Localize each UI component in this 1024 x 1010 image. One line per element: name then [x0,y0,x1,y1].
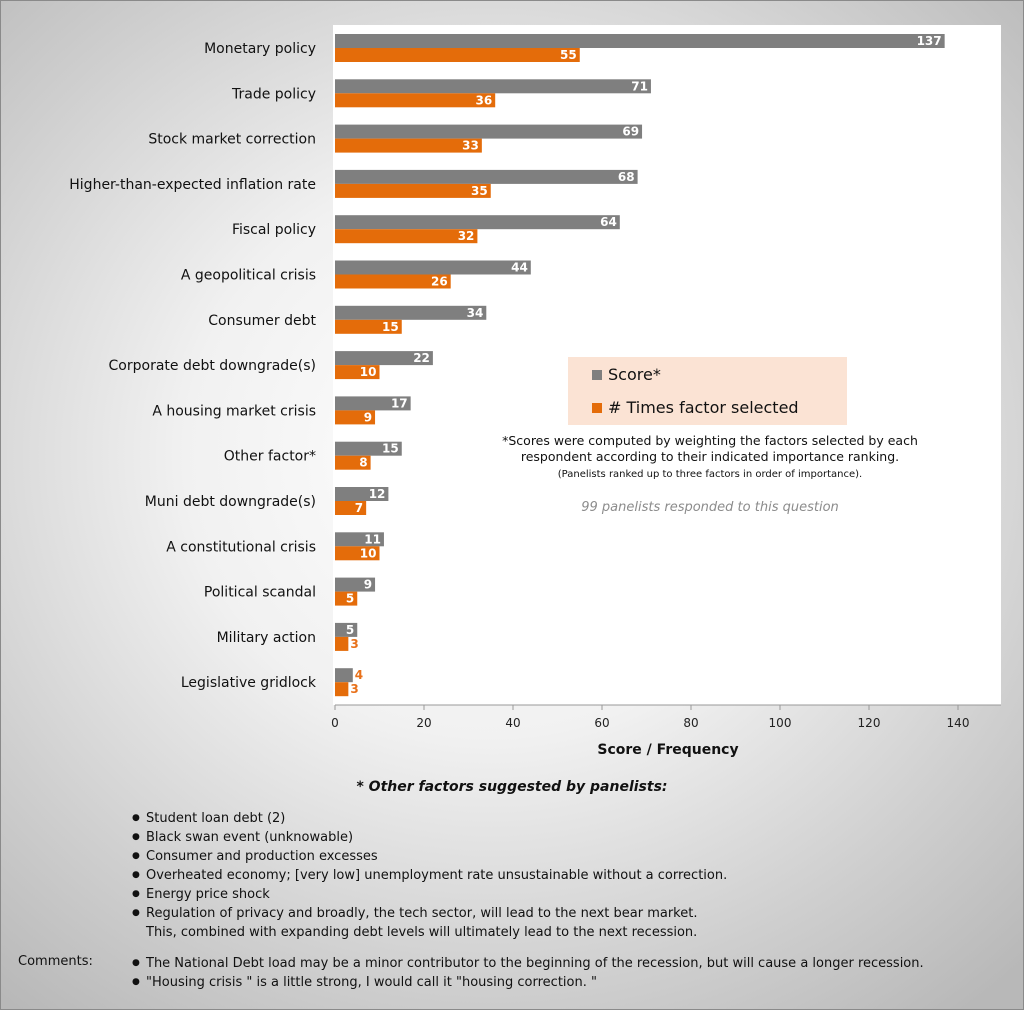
list-item: ● Regulation of privacy and broadly, the tech sector, will lead to the next bear market. [132,904,727,923]
legend [568,357,847,425]
times-selected-bar-fiscal-policy [335,229,477,243]
score-value-label-a-housing-market-crisis: 17 [390,396,408,411]
panelists-count: 99 panelists responded to this question [581,500,839,515]
x-tick-label-0: 0 [331,716,339,730]
category-label-military-action: Military action [216,629,316,646]
score-bar-legislative-gridlock [335,668,353,682]
comments-label: Comments: [18,954,93,969]
score-value-label-monetary-policy: 137 [916,34,942,48]
times-selected-bar-military-action [335,637,348,651]
score-bar-consumer-debt [335,306,486,320]
score-value-label-consumer-debt: 34 [466,305,484,320]
category-label-higher-than-expected-inflation-rate: Higher-than-expected inflation rate [69,176,316,193]
category-label-legislative-gridlock: Legislative gridlock [180,675,316,692]
x-tick-label-20: 20 [416,716,432,730]
category-label-a-housing-market-crisis: A housing market crisis [152,403,316,420]
list-item: ● Overheated economy; [very low] unemployment rate unsustainable without a correction. [132,866,727,885]
x-axis [331,705,1001,730]
times-selected-value-label-military-action: 3 [350,636,359,651]
x-tick-label-60: 60 [594,716,610,730]
score-value-label-higher-than-expected-inflation-rate: 68 [617,169,635,184]
score-value-label-political-scandal: 9 [363,577,373,592]
category-label-muni-debt-downgrade-s: Muni debt downgrade(s) [144,494,316,510]
times-selected-bar-higher-than-expected-inflation-rate [335,184,491,198]
score-value-label-corporate-debt-downgrade-s: 22 [413,351,430,366]
list-item-continuation: This, combined with expanding debt levels will ultimately lead to the next recession. [146,925,698,940]
category-label-consumer-debt: Consumer debt [208,312,316,329]
score-bar-stock-market-correction [335,125,642,139]
times-selected-value-label-consumer-debt: 15 [382,319,399,334]
score-value-label-a-geopolitical-crisis: 44 [511,260,528,275]
legend-item-score [592,365,661,384]
score-bar-monetary-policy [335,34,945,48]
category-label-a-constitutional-crisis: A constitutional crisis [166,539,316,556]
x-tick-label-80: 80 [683,716,699,730]
times-selected-value-label-stock-market-correction: 33 [462,138,479,153]
times-selected-value-label-higher-than-expected-inflation-rate: 35 [471,183,488,198]
score-bar-higher-than-expected-inflation-rate [335,170,638,184]
score-value-label-trade-policy: 71 [631,79,648,94]
other-factors-list [132,809,727,942]
x-axis-title: Score / Frequency [597,742,739,758]
score-value-label-a-constitutional-crisis: 11 [364,532,381,547]
legend-item-times-selected [592,398,799,417]
legend-label-times-selected: # Times factor selected [608,398,799,417]
score-bar-fiscal-policy [335,215,620,229]
x-tick-label-140: 140 [946,716,970,730]
score-value-label-muni-debt-downgrade-s: 12 [368,487,386,501]
times-selected-value-label-muni-debt-downgrade-s: 7 [354,501,364,515]
score-bar-a-geopolitical-crisis [335,261,531,275]
times-selected-bar-stock-market-correction [335,139,482,153]
legend-label-score: Score* [608,365,661,384]
ranking-footnote: (Panelists ranked up to three factors in order of importance). [557,469,863,480]
category-label-fiscal-policy: Fiscal policy [231,222,316,239]
score-value-label-legislative-gridlock: 4 [354,668,364,683]
times-selected-value-label-a-housing-market-crisis: 9 [363,410,373,425]
times-selected-value-label-monetary-policy: 55 [560,48,577,62]
list-item: ● Consumer and production excesses [132,847,727,866]
comment-item: ● The National Debt load may be a minor contributor to the beginning of the recession, but will cause a longer recession. [132,954,924,973]
times-selected-value-label-political-scandal: 5 [345,591,355,606]
times-selected-bar-trade-policy [335,93,495,107]
comment-item: ● "Housing crisis " is a little strong, I would call it "housing correction. " [132,973,924,992]
category-label-political-scandal: Political scandal [203,584,316,601]
times-selected-value-label-a-geopolitical-crisis: 26 [430,274,448,289]
times-selected-value-label-a-constitutional-crisis: 10 [359,546,377,561]
score-value-label-stock-market-correction: 69 [622,124,640,139]
times-selected-bar-legislative-gridlock [335,682,348,696]
times-selected-value-label-corporate-debt-downgrade-s: 10 [359,365,377,380]
category-label-a-geopolitical-crisis: A geopolitical crisis [180,267,316,284]
times-selected-value-label-legislative-gridlock: 3 [350,682,359,697]
times-selected-bar-monetary-policy [335,48,580,62]
category-label-monetary-policy: Monetary policy [204,41,316,57]
score-value-label-military-action: 5 [345,622,355,637]
comments-list [132,954,924,992]
category-label-stock-market-correction: Stock market correction [148,131,316,148]
score-value-label-other-factor: 15 [382,441,399,456]
x-tick-label-100: 100 [768,716,792,730]
other-factors-title: * Other factors suggested by panelists: [356,779,668,795]
category-label-other-factor: Other factor* [223,448,316,465]
list-item: ● Black swan event (unknowable) [132,828,727,847]
x-tick-label-120: 120 [857,716,881,730]
category-label-trade-policy: Trade policy [232,86,316,103]
list-item: ● Student loan debt (2) [132,809,727,828]
times-selected-value-label-other-factor: 8 [359,455,368,470]
x-tick-label-40: 40 [505,716,521,730]
score-value-label-fiscal-policy: 64 [600,215,617,230]
score-bar-trade-policy [335,79,651,93]
scores-footnote: *Scores were computed by weighting the factors selected by each respondent according to their indicated importance ranking. [502,433,918,464]
legend-swatch-score [592,370,602,380]
times-selected-value-label-fiscal-policy: 32 [457,229,475,244]
list-item: ● Energy price shock [132,885,727,904]
times-selected-value-label-trade-policy: 36 [475,93,493,108]
legend-swatch-times-selected [592,403,602,413]
category-label-corporate-debt-downgrade-s: Corporate debt downgrade(s) [108,358,316,375]
